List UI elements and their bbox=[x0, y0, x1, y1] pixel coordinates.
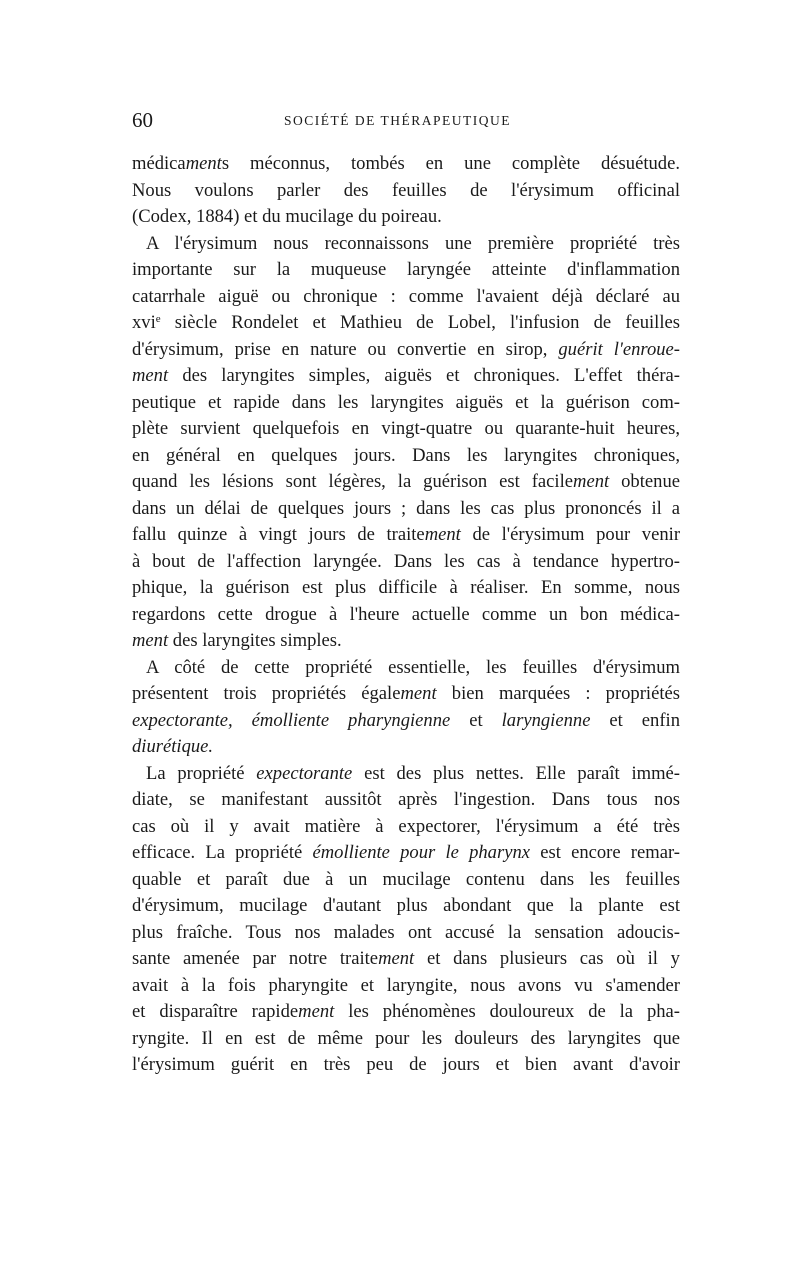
text-line: diurétique. bbox=[132, 736, 214, 757]
text-line: d'érysimum, mucilage d'autant plus abondant que la plante est bbox=[132, 895, 680, 916]
text-line: catarrhale aiguë ou chronique : comme l'avaient déjà déclaré au bbox=[132, 285, 680, 307]
text-line: peutique et rapide dans les laryngites aiguës et la guérison com- bbox=[132, 391, 680, 413]
page-header bbox=[132, 108, 682, 138]
text-line: à bout de l'affection laryngée. Dans les cas à tendance hypertro- bbox=[132, 550, 680, 572]
text-line: ment des laryngites simples. bbox=[132, 630, 342, 651]
text-line: importante sur la muqueuse laryngée atteinte d'inflammation bbox=[132, 259, 680, 280]
text-line: diate, se manifestant aussitôt après l'ingestion. Dans tous nos bbox=[132, 789, 680, 810]
text-line: l'érysimum guérit en très peu de jours et bien avant d'avoir bbox=[132, 1054, 680, 1075]
text-line: médicaments méconnus, tombés en une complète désuétude. bbox=[132, 153, 680, 174]
body-text bbox=[132, 151, 680, 1079]
text-line: dans un délai de quelques jours ; dans les cas plus prononcés il a bbox=[132, 497, 680, 519]
text-line: cas où il y avait matière à expectorer, l'érysimum a été très bbox=[132, 815, 680, 837]
text-line: (Codex, 1884) et du mucilage du poireau. bbox=[132, 206, 442, 227]
text-line: regardons cette drogue à l'heure actuelle comme un bon médica- bbox=[132, 603, 680, 625]
text-line: et disparaître rapidement les phénomènes douloureux de la pha- bbox=[132, 1001, 680, 1022]
text-line: expectorante, émolliente pharyngienne et laryngienne et enfin bbox=[132, 709, 680, 731]
text-line: quand les lésions sont légères, la guérison est facilement obtenue bbox=[132, 471, 680, 492]
text-line: sante amenée par notre traitement et dans plusieurs cas où il y bbox=[132, 948, 680, 969]
text-line: en général en quelques jours. Dans les laryngites chroniques, bbox=[132, 444, 680, 466]
text-line: avait à la fois pharyngite et laryngite, nous avons vu s'amender bbox=[132, 974, 680, 996]
text-line: La propriété expectorante est des plus nettes. Elle paraît immé- bbox=[146, 762, 680, 784]
text-line: d'érysimum, prise en nature ou convertie en sirop, guérit l'enroue- bbox=[132, 338, 680, 360]
text-line: xvi$^e$ siècle Rondelet et Mathieu de Lobel, l'infusion de feuilles bbox=[132, 312, 680, 333]
running-title: SOCIÉTÉ DE THÉRAPEUTIQUE bbox=[284, 113, 511, 128]
text-line: ryngite. Il en est de même pour les douleurs des laryngites que bbox=[132, 1027, 680, 1049]
text-line: plète survient quelquefois en vingt-quatre ou quarante-huit heures, bbox=[132, 418, 680, 439]
text-line: efficace. La propriété émolliente pour le pharynx est encore remar- bbox=[132, 842, 680, 863]
text-line: plus fraîche. Tous nos malades ont accusé la sensation adoucis- bbox=[132, 921, 680, 943]
text-line: A côté de cette propriété essentielle, les feuilles d'érysimum bbox=[146, 656, 680, 678]
text-line: ment des laryngites simples, aiguës et chroniques. L'effet théra- bbox=[132, 365, 680, 386]
text-line: Nous voulons parler des feuilles de l'érysimum officinal bbox=[132, 179, 680, 201]
text-line: A l'érysimum nous reconnaissons une première propriété très bbox=[146, 232, 680, 254]
text-line: présentent trois propriétés également bien marquées : propriétés bbox=[132, 683, 680, 704]
text-line: fallu quinze à vingt jours de traitement de l'érysimum pour venir bbox=[132, 524, 680, 545]
text-line: quable et paraît due à un mucilage contenu dans les feuilles bbox=[132, 868, 680, 890]
text-line: phique, la guérison est plus difficile à réaliser. En somme, nous bbox=[132, 577, 680, 598]
page-number: 60 bbox=[132, 108, 153, 132]
